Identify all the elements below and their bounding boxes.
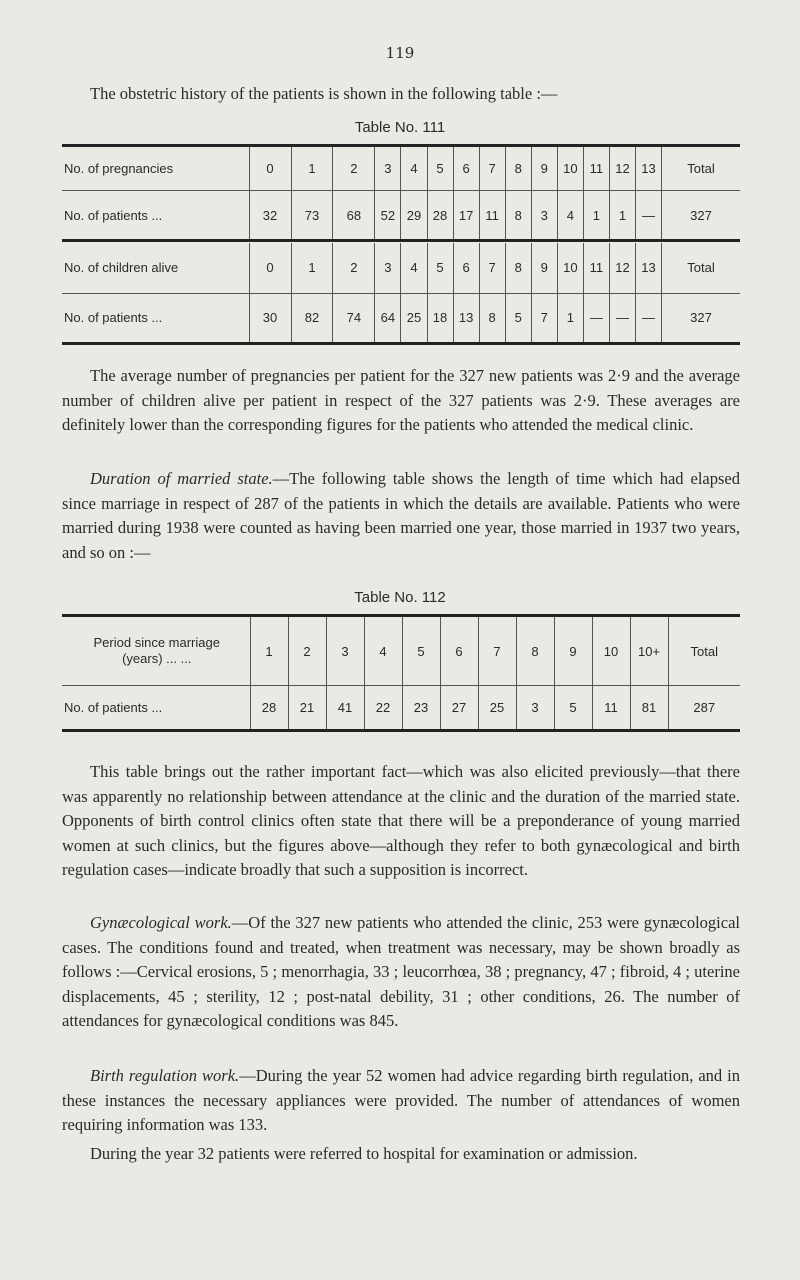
table-cell: 8 — [516, 616, 554, 686]
table-row — [62, 616, 740, 686]
table-cell: 3 — [516, 686, 554, 731]
table-cell: 18 — [427, 293, 453, 343]
table-cell: Total — [668, 616, 740, 686]
row-label — [62, 616, 250, 686]
table-cell: 2 — [333, 243, 375, 293]
table-cell: 7 — [479, 146, 505, 191]
table-cell: — — [636, 293, 662, 343]
table-cell: 10+ — [630, 616, 668, 686]
table-cell: 64 — [375, 293, 401, 343]
gynaecological-text: —Of the 327 new patients who attended the clinic, 253 were gynæcological cases. The conditions found and treated, when treatment was necessary, may be shown broadly as follows :—Cervical erosions, 5 ; menorrhagia, 33 ; leucorrhœa, 38 ; pregnancy, 47 ; fibroid, 4 ; uterine displacements, 45 ; sterility, 12 ; post-natal debility, 31 ; other conditions, 26. The number of attendances for gynæcological conditions was 845. — [62, 913, 740, 1030]
table-cell: 5 — [427, 146, 453, 191]
table-row — [62, 146, 740, 191]
table-cell: 10 — [557, 243, 583, 293]
table-cell: 8 — [505, 243, 531, 293]
period-label-line-1: Period since marriage — [93, 635, 220, 650]
table-cell: 25 — [478, 686, 516, 731]
table-cell: 287 — [668, 686, 740, 731]
row-label: No. of pregnancies — [62, 146, 249, 191]
table-cell: 8 — [505, 146, 531, 191]
table-cell: 4 — [557, 191, 583, 241]
table-cell: 12 — [609, 243, 635, 293]
table-cell: 32 — [249, 191, 291, 241]
row-label: No. of patients ... — [64, 207, 163, 223]
table-cell: 13 — [636, 146, 662, 191]
row-label: No. of patients ... — [64, 700, 163, 715]
table-cell: 3 — [531, 191, 557, 241]
duration-heading: Duration of married state. — [90, 469, 273, 488]
table-cell: 1 — [609, 191, 635, 241]
table-cell: 1 — [557, 293, 583, 343]
table-cell: 74 — [333, 293, 375, 343]
table-cell: 21 — [288, 686, 326, 731]
table-cell: 22 — [364, 686, 402, 731]
birth-regulation-text: —During the year 52 women had advice regarding birth regulation, and in these instances the necessary appliances were provided. The number of attendances of women requiring information was 133. — [62, 1066, 740, 1134]
table-cell: — — [609, 293, 635, 343]
paragraph-birth-regulation — [62, 1064, 740, 1138]
table-cell: 11 — [583, 146, 609, 191]
table-cell: 12 — [609, 146, 635, 191]
table-cell: 8 — [505, 191, 531, 241]
table-cell: 27 — [440, 686, 478, 731]
row-label: No. of children alive — [62, 243, 249, 293]
table-cell: 3 — [375, 146, 401, 191]
table-cell: 1 — [583, 191, 609, 241]
table-cell: 5 — [554, 686, 592, 731]
table-cell: 17 — [453, 191, 479, 241]
table-111-caption: Table No. 111 — [354, 119, 446, 136]
table-cell: 327 — [662, 191, 740, 241]
table-cell: 9 — [554, 616, 592, 686]
table-111-children — [62, 243, 740, 345]
birth-regulation-heading: Birth regulation work. — [90, 1066, 240, 1085]
table-cell: 7 — [479, 243, 505, 293]
table-cell: 8 — [479, 293, 505, 343]
table-cell: — — [583, 293, 609, 343]
intro-text: The obstetric history of the patients is shown in the following table :— — [90, 84, 558, 103]
table-row — [62, 293, 740, 343]
table-cell: 4 — [401, 243, 427, 293]
table-cell: 73 — [291, 191, 333, 241]
table-cell: 11 — [479, 191, 505, 241]
table-cell: 29 — [401, 191, 427, 241]
table-cell: 9 — [531, 146, 557, 191]
table-cell: 327 — [662, 293, 740, 343]
table-cell: 0 — [249, 146, 291, 191]
table-112 — [62, 614, 740, 732]
table-cell: 3 — [375, 243, 401, 293]
paragraph-gynaecological — [62, 911, 740, 1034]
table-cell: 7 — [478, 616, 516, 686]
table-cell: 1 — [250, 616, 288, 686]
table-cell: 10 — [592, 616, 630, 686]
table-cell: 5 — [505, 293, 531, 343]
paragraph-relationship: This table brings out the rather important fact—which was also elicited previously—that there was apparently no relationship between attendance at the clinic and the duration of the married state. Opponents of birth control clinics often state that there will be a preponderance of young married women at such clinics, but the figures above—although they refer to both gynæcological and birth regulation cases—indicate broadly that such a supposition is incorrect. — [62, 762, 740, 879]
table-cell: 6 — [453, 243, 479, 293]
table-cell: 11 — [592, 686, 630, 731]
table-cell: 41 — [326, 686, 364, 731]
table-cell: 9 — [531, 243, 557, 293]
table-cell: 1 — [291, 146, 333, 191]
table-cell: 6 — [453, 146, 479, 191]
table-cell: 81 — [630, 686, 668, 731]
table-cell: Total — [662, 146, 740, 191]
table-row — [62, 191, 740, 241]
table-cell: 4 — [364, 616, 402, 686]
table-112-caption: Table No. 112 — [354, 589, 446, 606]
table-cell: 28 — [427, 191, 453, 241]
table-cell: 68 — [333, 191, 375, 241]
page-number: 119 — [385, 44, 415, 62]
table-cell: 52 — [375, 191, 401, 241]
table-cell: 25 — [401, 293, 427, 343]
table-cell: 2 — [288, 616, 326, 686]
table-cell: 3 — [326, 616, 364, 686]
table-row — [62, 686, 740, 731]
period-label-line-2: (years) ... ... — [122, 651, 192, 666]
table-cell: 28 — [250, 686, 288, 731]
table-cell: 1 — [291, 243, 333, 293]
table-cell: 82 — [291, 293, 333, 343]
table-cell: 7 — [531, 293, 557, 343]
table-row — [62, 243, 740, 293]
table-111-pregnancies — [62, 144, 740, 242]
table-cell: Total — [662, 243, 740, 293]
gynaecological-heading: Gynæcological work. — [90, 913, 232, 932]
table-cell: 11 — [583, 243, 609, 293]
table-cell: 13 — [453, 293, 479, 343]
paragraph-averages: The average number of pregnancies per patient for the 327 new patients was 2·9 and the average number of children alive per patient in respect of the 327 patients was 2·9. These averages are definitely lower than the corresponding figures for the patients who attended the medical clinic. — [62, 366, 740, 434]
table-cell: 5 — [402, 616, 440, 686]
table-cell: 5 — [427, 243, 453, 293]
table-cell: 4 — [401, 146, 427, 191]
table-cell: 0 — [249, 243, 291, 293]
table-cell: — — [636, 191, 662, 241]
paragraph-duration — [62, 467, 740, 565]
duration-text: —The following table shows the length of time which had elapsed since marriage in respect of 287 of the patients in which the details are available. Patients who were married during 1938 were counted as having been married one year, those married in 1937 two years, and so on :— — [62, 469, 740, 562]
row-label: No. of patients ... — [64, 310, 163, 325]
table-cell: 23 — [402, 686, 440, 731]
table-cell: 13 — [636, 243, 662, 293]
table-cell: 30 — [249, 293, 291, 343]
table-cell: 10 — [557, 146, 583, 191]
table-cell: 6 — [440, 616, 478, 686]
table-cell: 2 — [333, 146, 375, 191]
paragraph-referred: During the year 32 patients were referred to hospital for examination or admission. — [90, 1144, 638, 1163]
